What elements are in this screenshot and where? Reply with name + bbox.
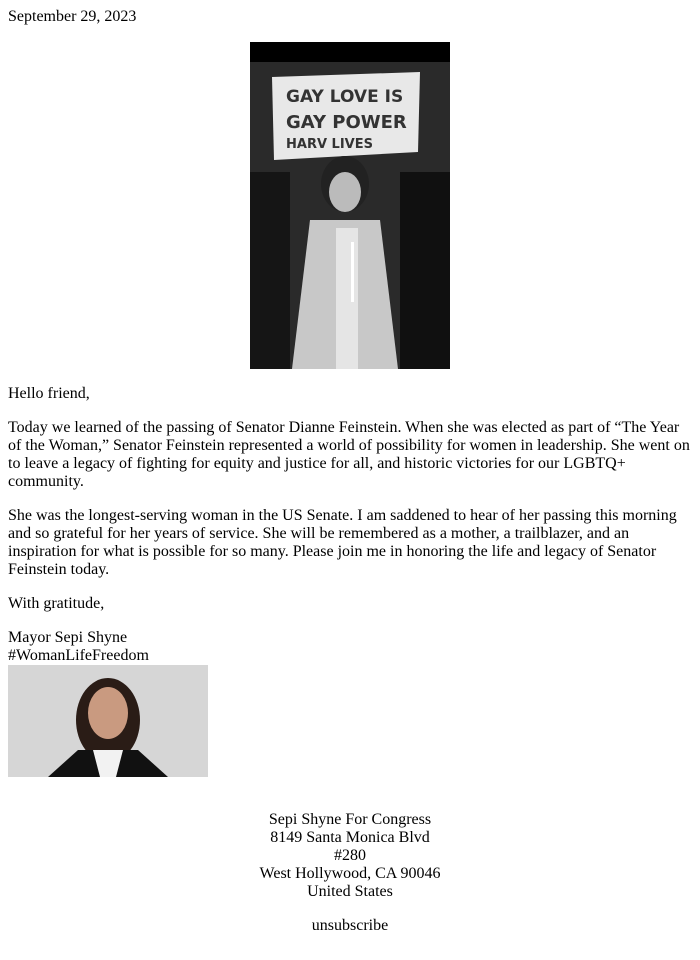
signature-name: Mayor Sepi Shyne: [8, 629, 128, 646]
footer: [8, 811, 692, 935]
footer-suite: #280: [334, 847, 366, 864]
signature-photo: [8, 665, 208, 777]
signature-hashtag: #WomanLifeFreedom: [8, 647, 149, 664]
greeting: Hello friend,: [8, 385, 90, 402]
banner-line: GAY LOVE IS: [286, 87, 404, 107]
body-paragraph: Today we learned of the passing of Senator Dianne Feinstein. When she was elected as part of “The Year of the Woman,” Senator Feinstein represented a world of possibility for women in leadership. She went on to leave a legacy of fighting for equity and justice for all, and historic victories for our LGBTQ+ community.: [8, 419, 690, 490]
closing: With gratitude,: [8, 595, 105, 612]
footer-address: 8149 Santa Monica Blvd: [270, 829, 430, 846]
banner-line: HARV LIVES: [286, 137, 373, 152]
footer-org: Sepi Shyne For Congress: [268, 811, 432, 828]
footer-city: West Hollywood, CA 90046: [259, 865, 441, 882]
banner-line: GAY POWER: [286, 112, 407, 133]
footer-country: United States: [307, 883, 393, 900]
hero-photo: [250, 42, 450, 369]
body-paragraph: She was the longest-serving woman in the US Senate. I am saddened to hear of her passing this morning and so grateful for her years of service. She will be remembered as a mother, a trailblazer, and an inspiration for what is possible for so many. Please join me in honoring the life and legacy of Senator Feinstein today.: [8, 507, 677, 578]
unsubscribe-link[interactable]: unsubscribe: [311, 917, 389, 934]
email-date: September 29, 2023: [8, 8, 137, 25]
